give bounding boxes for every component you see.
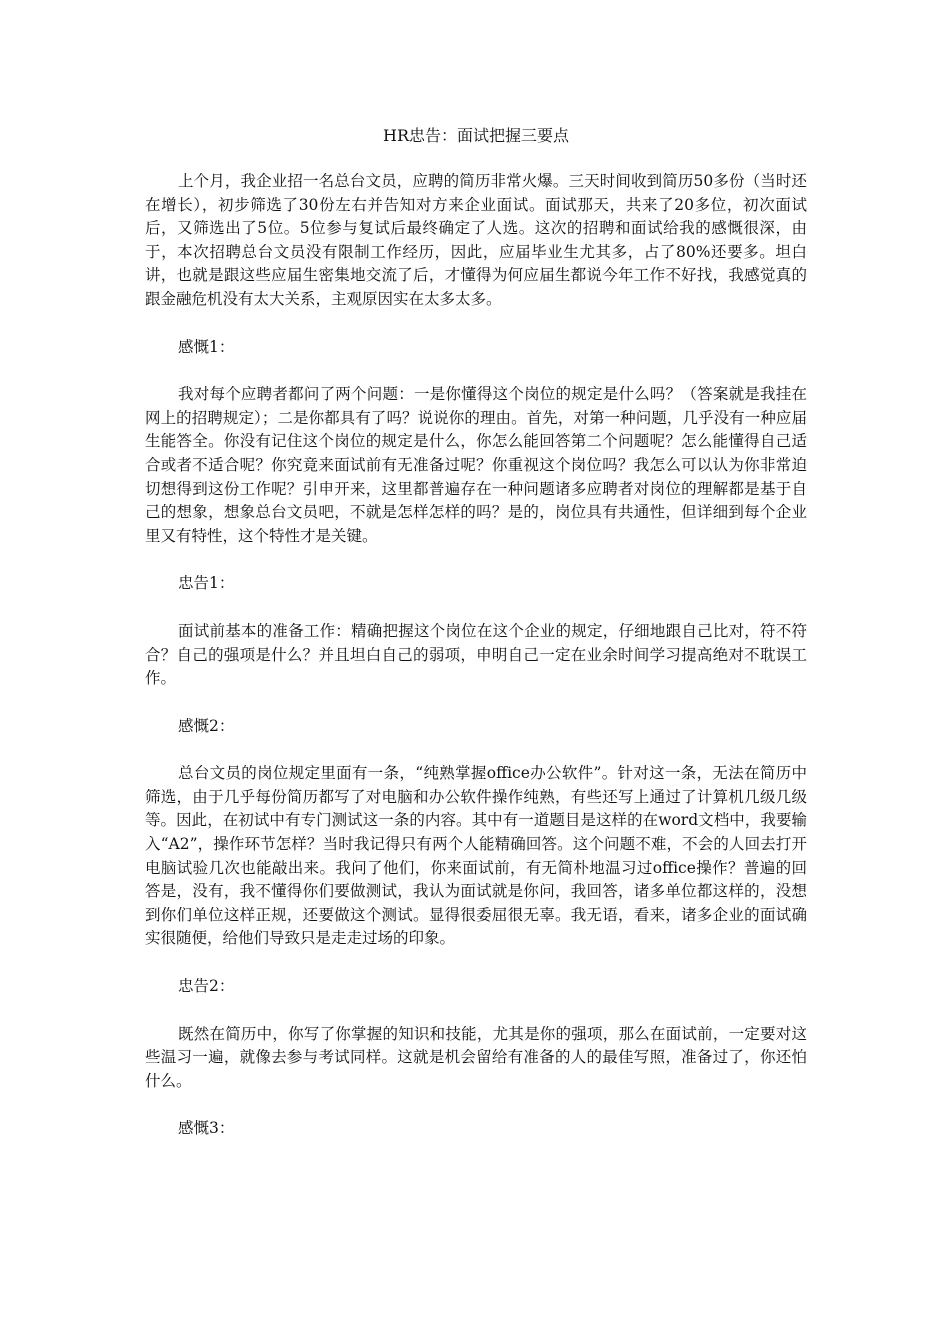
paragraph-advice-1: 面试前基本的准备工作：精确把握这个岗位在这个企业的规定，仔细地跟自己比对，符不符合？自己的强项是什么？并且坦白自己的弱项，申明自己一定在业余时间学习提高绝对不耽误工作。 xyxy=(145,621,807,688)
section-label-advice-2: 忠告2： xyxy=(178,977,235,996)
document-title: HR忠告：面试把握三要点 xyxy=(382,126,569,145)
paragraph-reflection-1: 我对每个应聘者都问了两个问题：一是你懂得这个岗位的规定是什么吗？（答案就是我挂在网上的招聘规定）；二是你都具有了吗？说说你的理由。首先，对第一种问题，几乎没有一种应届生能答全。你没有记住这个岗位的规定是什么，你怎么能回答第二个问题呢？怎么能懂得自己适合或者不适合呢？你究竟来面试前有无准备过呢？你重视这个岗位吗？我怎么可以认为你非常迫切想得到这份工作呢？引申开来，这里都普遍存在一种问题诸多应聘者对岗位的理解都是基于自己的想象，想象总台文员吧，不就是怎样怎样的吗？是的，岗位具有共通性，但详细到每个企业里又有特性，这个特性才是关键。 xyxy=(145,385,807,545)
section-label-reflection-1: 感慨1： xyxy=(178,337,235,356)
paragraph-intro: 上个月，我企业招一名总台文员，应聘的简历非常火爆。三天时间收到简历50多份（当时还在增长），初步筛选了30份左右并告知对方来企业面试。面试那天，共来了20多位，初次面试后，又筛选出了5位。5位参与复试后最终确定了人选。这次的招聘和面试给我的感慨很深，由于，本次招聘总台文员没有限制工作经历，因此，应届毕业生尤其多，占了80%还要多。坦白讲，也就是跟这些应届生密集地交流了后，才懂得为何应届生都说今年工作不好找，我感觉真的跟金融危机没有太大关系，主观原因实在太多太多。 xyxy=(145,172,807,308)
section-label-advice-1: 忠告1： xyxy=(178,574,235,593)
section-label-reflection-3: 感慨3： xyxy=(178,1119,235,1138)
section-label-reflection-2: 感慨2： xyxy=(178,716,235,735)
document-body xyxy=(145,124,807,1165)
paragraph-advice-2: 既然在简历中，你写了你掌握的知识和技能，尤其是你的强项，那么在面试前，一定要对这些温习一遍，就像去参与考试同样。这就是机会留给有准备的人的最佳写照，准备过了，你还怕什么。 xyxy=(145,1024,807,1090)
paragraph-reflection-2: 总台文员的岗位规定里面有一条，“纯熟掌握office办公软件”。针对这一条，无法在简历中筛选，由于几乎每份简历都写了对电脑和办公软件操作纯熟，有些还写上通过了计算机几级几级等。因此，在初试中有专门测试这一条的内容。其中有一道题目是这样的在word文档中，我要输入“A2”，操作环节怎样？当时我记得只有两个人能精确回答。这个问题不难，不会的人回去打开电脑试验几次也能敲出来。我问了他们，你来面试前，有无简朴地温习过office操作？普遍的回答是，没有，我不懂得你们要做测试，我认为面试就是你问，我回答，诸多单位都这样的，没想到你们单位这样正规，还要做这个测试。显得很委屈很无辜。我无语，看来，诸多企业的面试确实很随便，给他们导致只是走走过场的印象。 xyxy=(145,764,807,948)
